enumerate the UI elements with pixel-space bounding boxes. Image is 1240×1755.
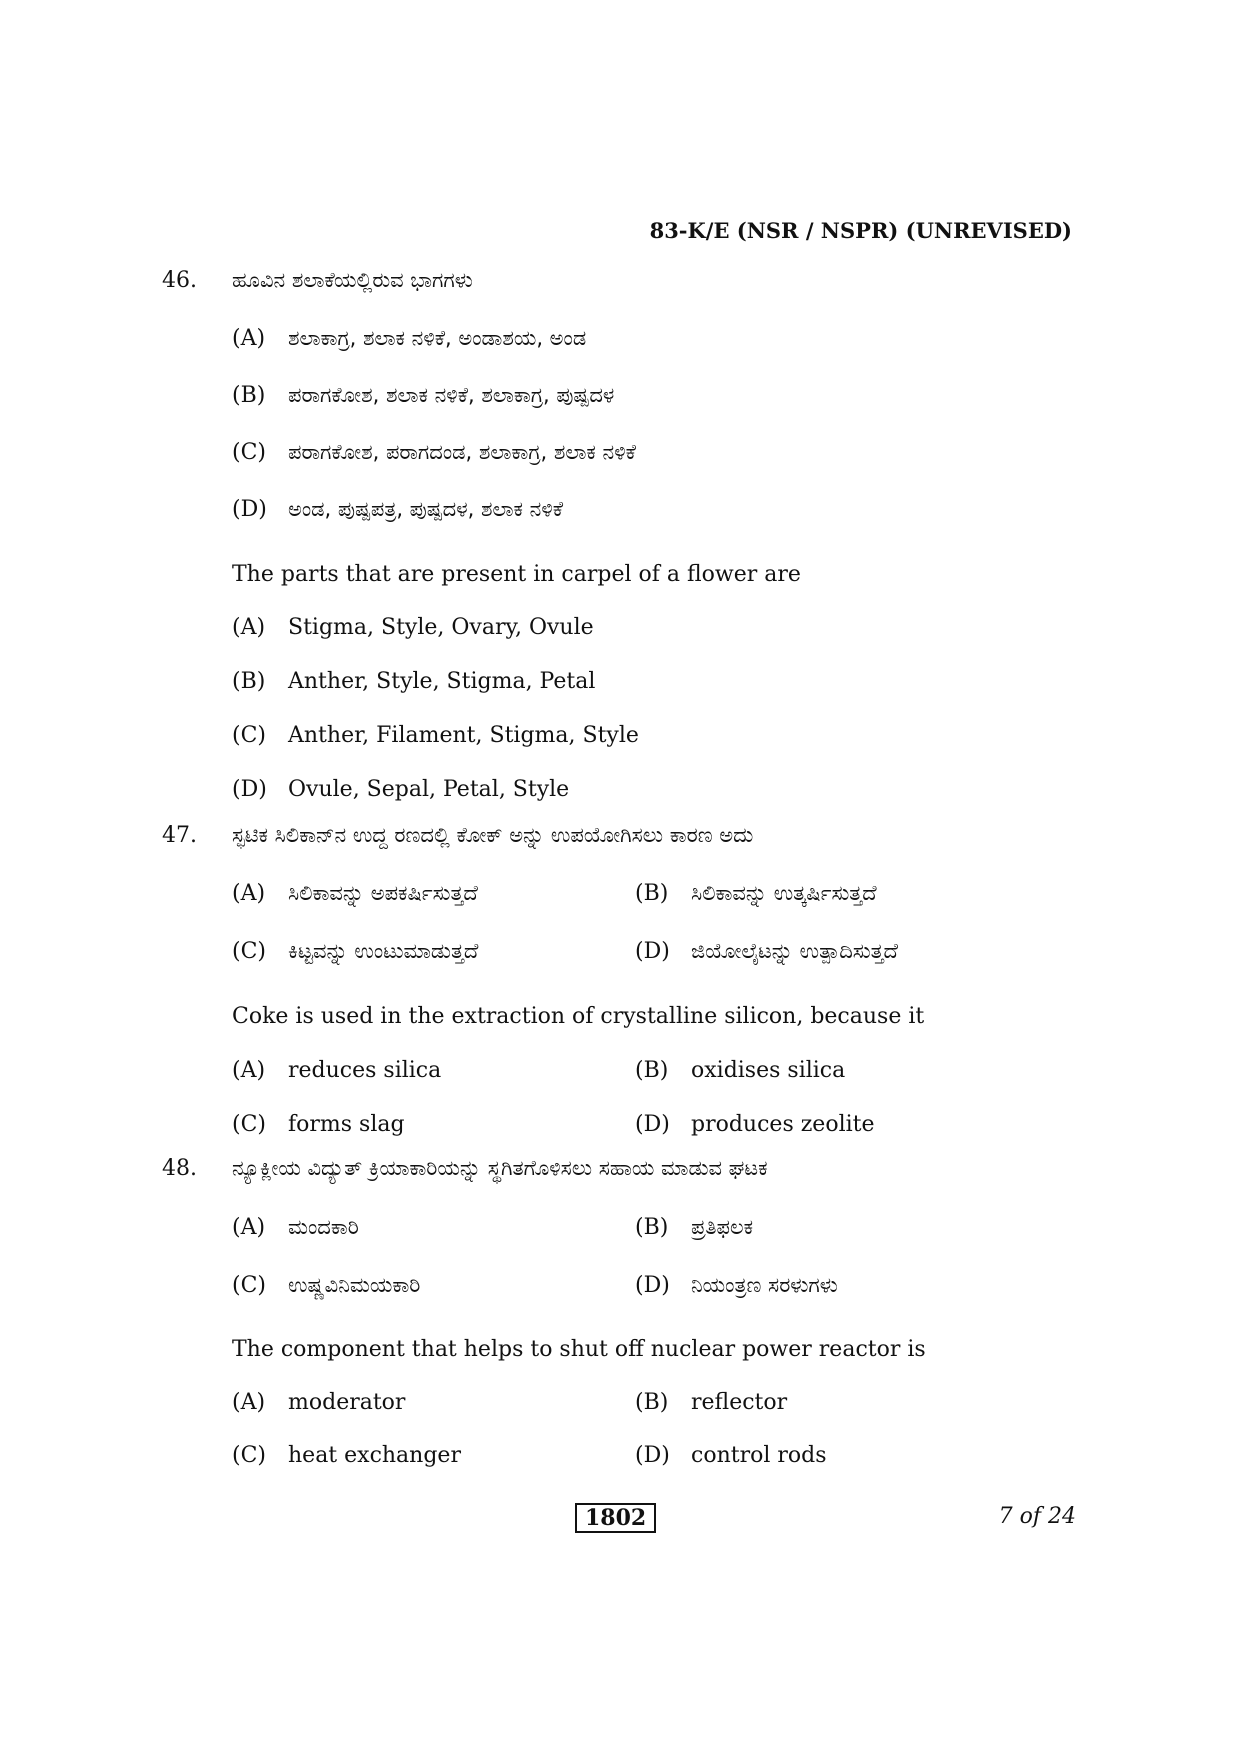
option-d-english: (D) Ovule, Sepal, Petal, Style bbox=[232, 777, 570, 802]
option-c-english: (C) forms slag bbox=[232, 1112, 405, 1137]
option-b-kannada: (B) ಸಿಲಿಕಾವನ್ನು ಉತ್ಕರ್ಷಿಸುತ್ತದೆ bbox=[635, 881, 877, 906]
paper-code: 83-K/E (NSR / NSPR) (UNREVISED) bbox=[649, 218, 1072, 243]
question-text-english: The parts that are present in carpel of a flower are bbox=[232, 562, 801, 587]
option-c-english: (C) heat exchanger bbox=[232, 1443, 461, 1468]
option-a-english: (A) reduces silica bbox=[232, 1058, 442, 1083]
question-text-english: The component that helps to shut off nuclear power reactor is bbox=[232, 1337, 926, 1362]
question-number: 46. bbox=[162, 268, 197, 293]
question-number: 47. bbox=[162, 823, 197, 848]
question-text-kannada: ಹೂವಿನ ಶಲಾಕೆಯಲ್ಲಿರುವ ಭಾಗಗಳು bbox=[232, 268, 473, 292]
page-number: 7 of 24 bbox=[998, 1504, 1076, 1529]
option-d-english: (D) control rods bbox=[635, 1443, 827, 1468]
option-b-english: (B) reflector bbox=[635, 1390, 788, 1415]
question-text-kannada: ಸ್ಫಟಿಕ ಸಿಲಿಕಾನ್‌ನ ಉದ್ದ ರಣದಲ್ಲಿ ಕೋಕ್ ಅನ್ನು ಉಪಯೋಗಿಸಲು ಕಾರಣ ಅದು bbox=[232, 823, 754, 847]
option-a-kannada: (A) ಮಂದಕಾರಿ bbox=[232, 1215, 359, 1240]
option-a-kannada: (A) ಶಲಾಕಾಗ್ರ, ಶಲಾಕ ನಳಿಕೆ, ಅಂಡಾಶಯ, ಅಂಡ bbox=[232, 326, 587, 351]
option-c-kannada: (C) ಉಷ್ಣವಿನಿಮಯಕಾರಿ bbox=[232, 1273, 421, 1298]
question-text-english: Coke is used in the extraction of crystalline silicon, because it bbox=[232, 1004, 925, 1029]
option-d-kannada: (D) ಜಿಯೋಲೈಟನ್ನು ಉತ್ಪಾದಿಸುತ್ತದೆ bbox=[635, 939, 898, 964]
option-c-english: (C) Anther, Filament, Stigma, Style bbox=[232, 723, 639, 748]
option-d-kannada: (D) ನಿಯಂತ್ರಣ ಸರಳುಗಳು bbox=[635, 1273, 838, 1298]
option-d-english: (D) produces zeolite bbox=[635, 1112, 875, 1137]
question-number: 48. bbox=[162, 1156, 197, 1181]
option-a-english: (A) moderator bbox=[232, 1390, 406, 1415]
option-a-kannada: (A) ಸಿಲಿಕಾವನ್ನು ಅಪಕರ್ಷಿಸುತ್ತದೆ bbox=[232, 881, 478, 906]
option-a-english: (A) Stigma, Style, Ovary, Ovule bbox=[232, 615, 594, 640]
option-b-english: (B) Anther, Style, Stigma, Petal bbox=[232, 669, 596, 694]
question-text-kannada: ನ್ಯೂಕ್ಲೀಯ ವಿದ್ಯುತ್ ಕ್ರಿಯಾಕಾರಿಯನ್ನು ಸ್ಥಗಿತಗೊಳಿಸಲು ಸಹಾಯ ಮಾಡುವ ಘಟಕ bbox=[232, 1156, 768, 1180]
option-c-kannada: (C) ಪರಾಗಕೋಶ, ಪರಾಗದಂಡ, ಶಲಾಕಾಗ್ರ, ಶಲಾಕ ನಳಿಕೆ bbox=[232, 440, 636, 465]
option-b-english: (B) oxidises silica bbox=[635, 1058, 846, 1083]
option-b-kannada: (B) ಪ್ರತಿಫಲಕ bbox=[635, 1215, 754, 1240]
option-b-kannada: (B) ಪರಾಗಕೋಶ, ಶಲಾಕ ನಳಿಕೆ, ಶಲಾಕಾಗ್ರ, ಪುಷ್ಪದಳ bbox=[232, 383, 615, 408]
option-c-kannada: (C) ಕಿಟ್ಟವನ್ನು ಉಂಟುಮಾಡುತ್ತದೆ bbox=[232, 939, 479, 964]
footer-code-box: 1802 bbox=[575, 1503, 656, 1533]
option-d-kannada: (D) ಅಂಡ, ಪುಷ್ಪಪತ್ರ, ಪುಷ್ಪದಳ, ಶಲಾಕ ನಳಿಕೆ bbox=[232, 497, 564, 522]
